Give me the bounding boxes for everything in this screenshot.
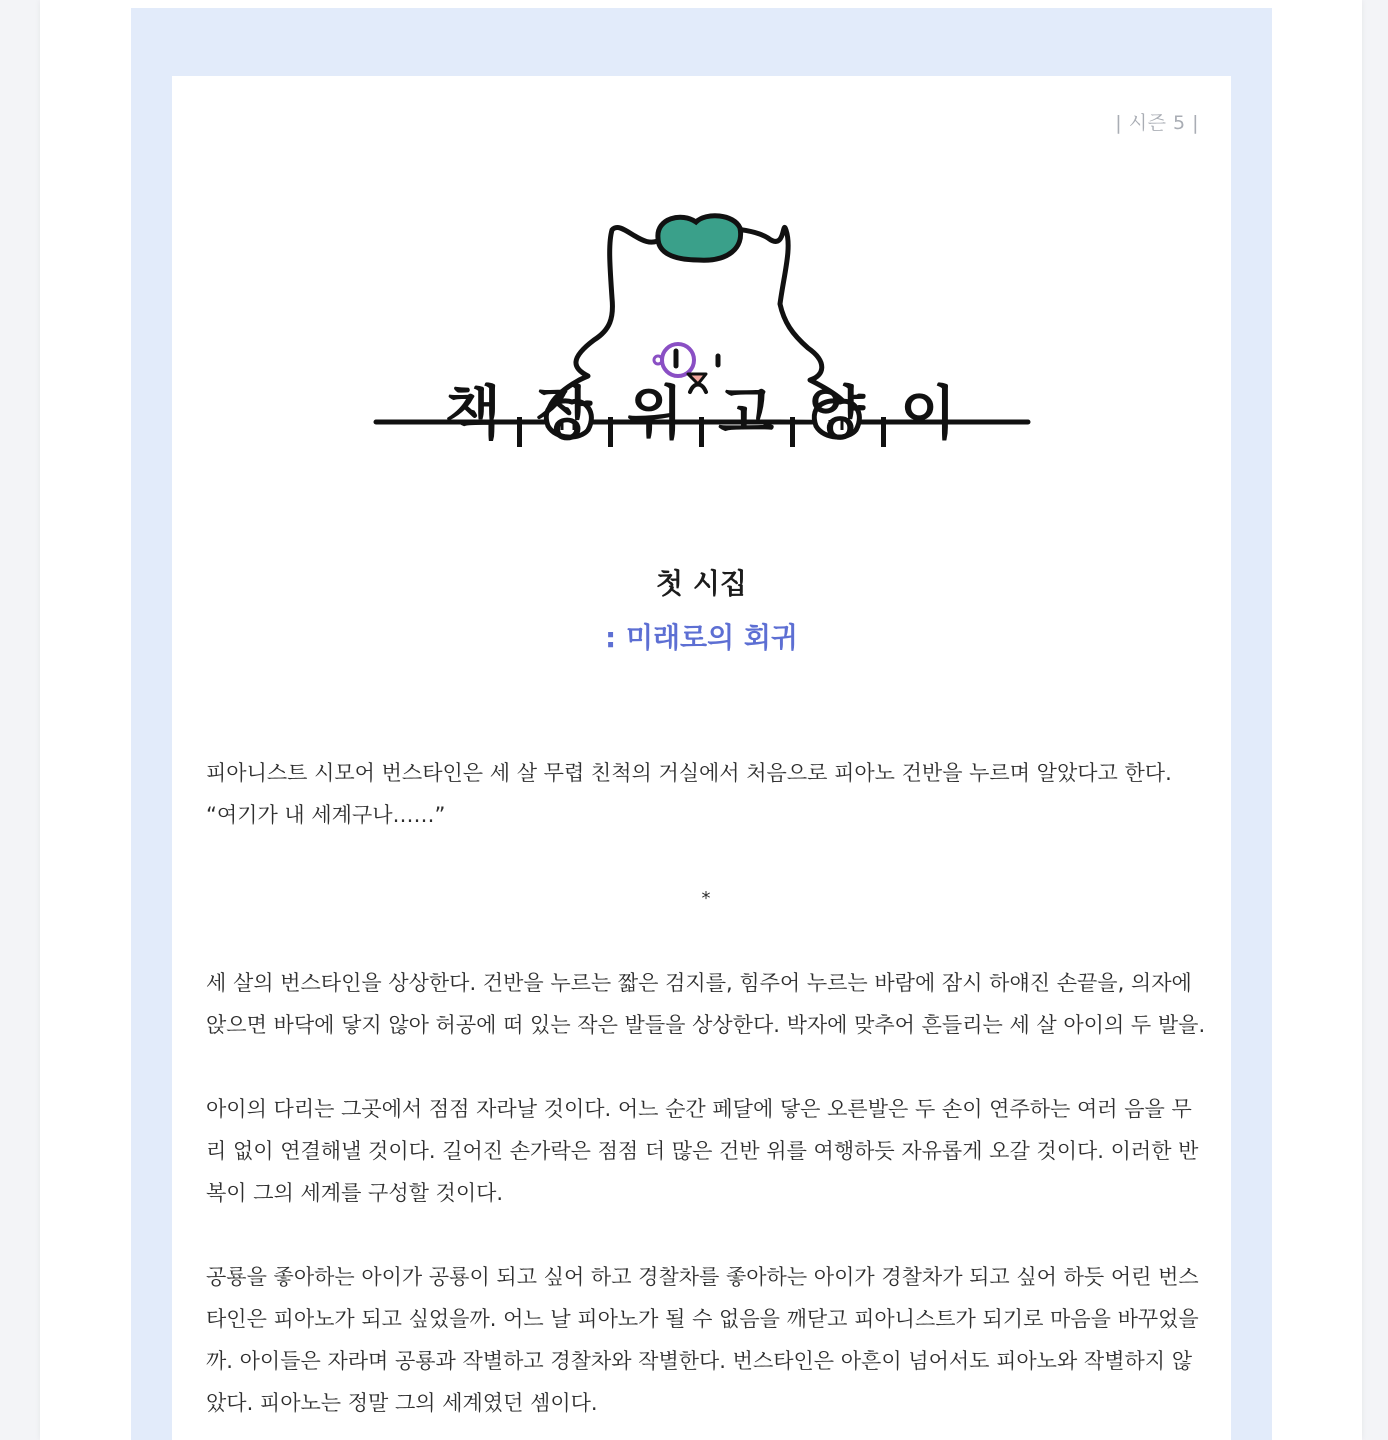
paragraph: 공룡을 좋아하는 아이가 공룡이 되고 싶어 하고 경찰차를 좋아하는 아이가 경찰차가 되고 싶어 하듯 어린 번스타인은 피아노가 되고 싶었을까. 어느 날 피아노가 될 수 없음을 깨닫고 피아니스트가 되기로 마음을 바꾸었을까. 아이들은 자라며 공룡과 작별하고 경찰차와 작별한다. 번스타인은 아흔이 넘어서도 피아노와 작별하지 않았다. 피아노는 정말 그의 세계였던 셈이다.: [206, 1265, 1199, 1415]
logo-char: 이: [900, 379, 959, 447]
logo-char: 양: [809, 379, 868, 447]
newsletter-card: [172, 76, 1231, 1440]
logo-char: 책: [444, 379, 503, 447]
paragraph-quote: “여기가 내 세계구나……”: [206, 803, 446, 827]
section-separator: *: [701, 888, 711, 909]
logo-char: 위: [626, 379, 685, 447]
paragraph: 피아니스트 시모어 번스타인은 세 살 무렵 친척의 거실에서 처음으로 피아노 건반을 누르며 알았다고 한다.: [206, 761, 1172, 785]
logo-separator: [881, 417, 886, 447]
article-title: 첫 시집: [656, 567, 747, 600]
paragraph: 아이의 다리는 그곳에서 점점 자라날 것이다. 어느 순간 페달에 닿은 오른발은 두 손이 연주하는 여러 음을 무리 없이 연결해낼 것이다. 길어진 손가락은 점점 더 많은 건반 위를 여행하듯 자유롭게 오갈 것이다. 이러한 반복이 그의 세계를 구성할 것이다.: [206, 1097, 1199, 1205]
logo-separator: [699, 417, 704, 447]
article-subtitle: : 미래로의 회귀: [605, 621, 798, 654]
season-label: | 시즌 5 |: [1115, 112, 1199, 134]
logo-separator: [790, 417, 795, 447]
logo-separator: [608, 417, 613, 447]
logo-separator: [517, 417, 522, 447]
article-body: [206, 752, 1206, 1424]
logo-char: 장: [535, 379, 594, 447]
logo-wordmark: [172, 366, 1231, 450]
logo-char: 고: [718, 379, 777, 447]
paragraph: 세 살의 번스타인을 상상한다. 건반을 누르는 짧은 검지를, 힘주어 누르는 바람에 잠시 하얘진 손끝을, 의자에 앉으면 바닥에 닿지 않아 허공에 떠 있는 작은 발들을 상상한다. 박자에 맞추어 흔들리는 세 살 아이의 두 발을.: [206, 971, 1206, 1037]
